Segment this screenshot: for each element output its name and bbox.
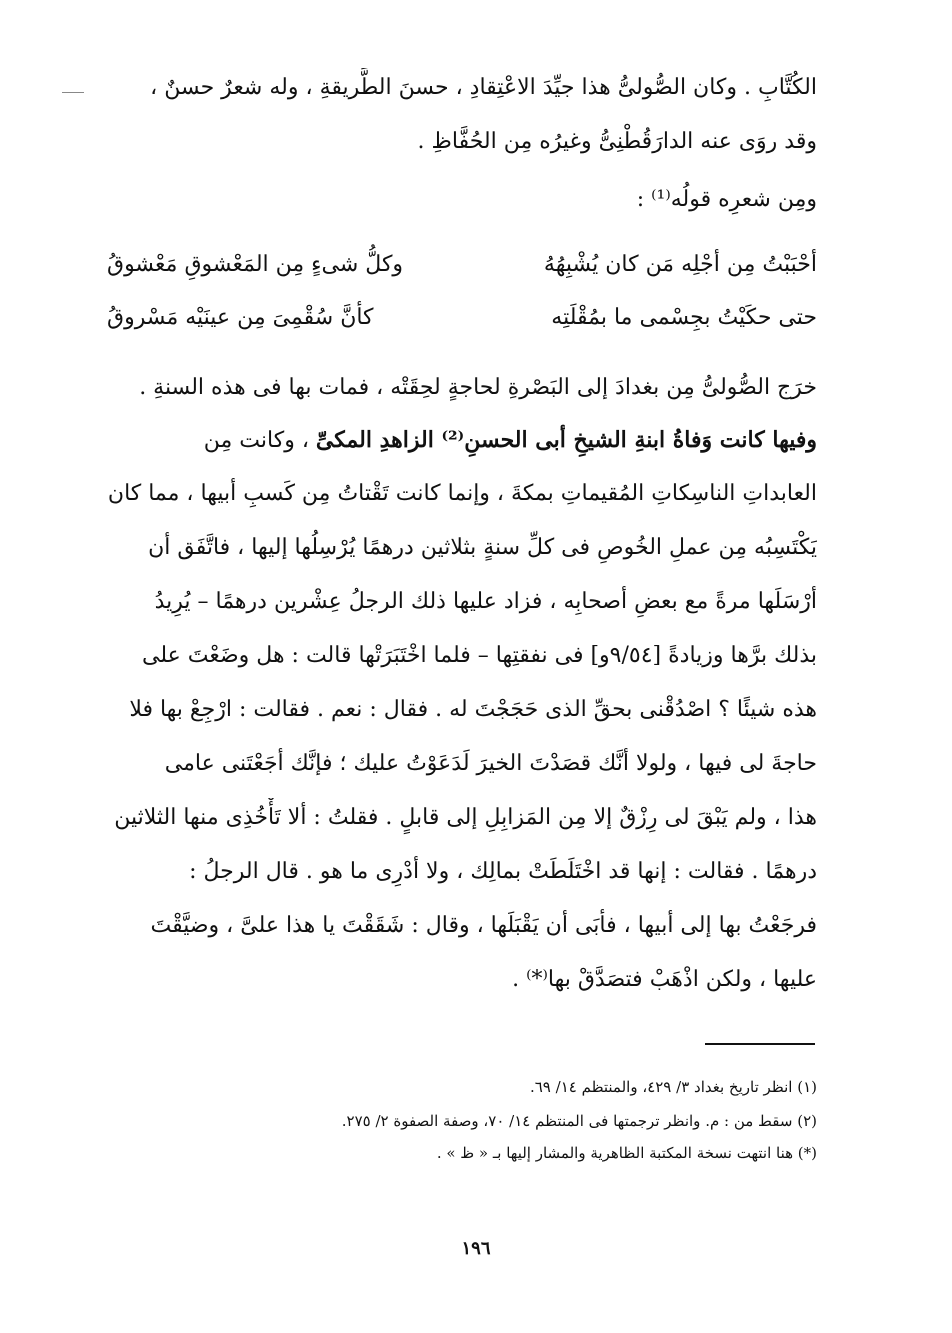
paragraph-2-line-4: بذلك برَّها وزيادةً [٩/٥٤و] فى نفقتِها – فلما اخْتَبَرَتْها قالت : هل وضَعْتَ على [142, 643, 817, 668]
margin-dash [62, 92, 84, 93]
footnote-2: (٢) سقط من : م. وانظر ترجمتها فى المنتظم ١٤/ ٧٠، وصفة الصفوة ٢/ ٢٧٥. [341, 1112, 817, 1130]
paragraph-2-line-7: هذا ، ولم يَبْقَ لى رِزْقٌ إلا مِن المَزابِلِ إلى قابلٍ . فقلتُ : ألا تَأْخُذِى منها الثلاثين [114, 805, 817, 830]
verse-2-second-hemistich: كأنَّ سُقْمِىَ مِن عينَيْه مَسْروقُ [107, 305, 374, 330]
text-line-1: الكُتَّابِ . وكان الصُّولىُّ هذا جيِّدَ الاعْتِقادِ ، حسنَ الطَّريقةِ ، وله شعرٌ حسنٌ ، [150, 75, 817, 100]
paragraph-2-line-9: فرجَعْتُ بها إلى أبيها ، فأبَى أن يَقْبَلَها ، وقال : شَقَقْتَ يا هذا علىَّ ، وضيَّقْتَ [150, 913, 817, 938]
verse-1-first-hemistich: أحْبَبْتُ مِن أجْلِه مَن كان يُشْبِهُهُ [543, 252, 817, 277]
paragraph-2-line-10: عليها ، ولكن اذْهَبْ فتصَدَّقْ بها⁽*⁾ . [512, 967, 817, 992]
paragraph-2-line-2: يَكْتَسِبُه مِن عملِ الخُوصِ فى كلِّ سنةٍ بثلاثين درهمًا يُرْسِلُها إليها ، فاتَّفَق أن [148, 535, 817, 560]
verse-2-first-hemistich: حتى حكَيْتُ بجِسْمى ما بمُقْلَتِه [551, 305, 817, 330]
paragraph-2-line-6: حاجةَ لى فيها ، ولولا أنَّك قصَدْتَ الخيرَ لَدَعَوْتُ عليك ؛ فإنَّك أجَعْتَنى عامى [164, 751, 817, 776]
paragraph-2-line-3: أرْسَلَها مرةً مع بعضِ أصحابِه ، فزاد عليها ذلك الرجلُ عِشْرين درهمًا – يُرِيدُ [154, 589, 817, 614]
verse-1-second-hemistich: وكلُّ شىءٍ مِن المَعْشوقِ مَعْشوقُ [107, 252, 404, 277]
text-line-2: وقد روَى عنه الدارَقُطْنِىُّ وغيرُه مِن الحُفَّاظِ . [417, 129, 817, 154]
poem-intro: ومِن شعرِه قولُه⁽¹⁾ : [636, 187, 817, 212]
page-number: ١٩٦ [461, 1238, 491, 1259]
footnote-1: (١) انظر تاريخ بغداد ٣/ ٤٢٩، والمنتظم ١٤/ ٦٩. [529, 1078, 817, 1096]
paragraph-2-heading-line [107, 420, 817, 460]
paragraph-2-heading: وفيها كانت وَفاةُ ابنةِ الشيخِ أبى الحسنِ⁽²⁾ الزاهدِ المكىِّ [315, 427, 817, 453]
paragraph-1: خرَج الصُّولىُّ مِن بغدادَ إلى البَصْرةِ لحاجةٍ لحِقَتْه ، فمات بها فى هذه السنةِ . [139, 375, 817, 400]
paragraph-2-line-5: هذه شيئًا ؟ اصْدُقْنى بحقِّ الذى حَجَجْتَ له . فقال : نعم . فقالت : ارْجِعْ بها فلا [129, 697, 817, 722]
verse-2 [107, 298, 817, 338]
footnote-3: (*) هنا انتهت نسخة المكتبة الظاهرية والمشار إليها بـ « ظ » . [436, 1144, 817, 1162]
verse-1 [107, 245, 817, 285]
footnote-separator [705, 1043, 815, 1045]
paragraph-2-heading-tail: ، وكانت مِن [203, 428, 316, 453]
paragraph-2-line-8: درهمًا . فقالت : إنها قد اخْتَلَطَتْ بمالِك ، ولا أدْرِى ما هو . قال الرجلُ : [189, 859, 817, 884]
paragraph-2-line-1: العابداتِ الناسِكاتِ المُقيماتِ بمكةَ ، وإنما كانت تَقْتاتُ مِن كَسبِ أبيها ، مما كان [107, 481, 817, 506]
